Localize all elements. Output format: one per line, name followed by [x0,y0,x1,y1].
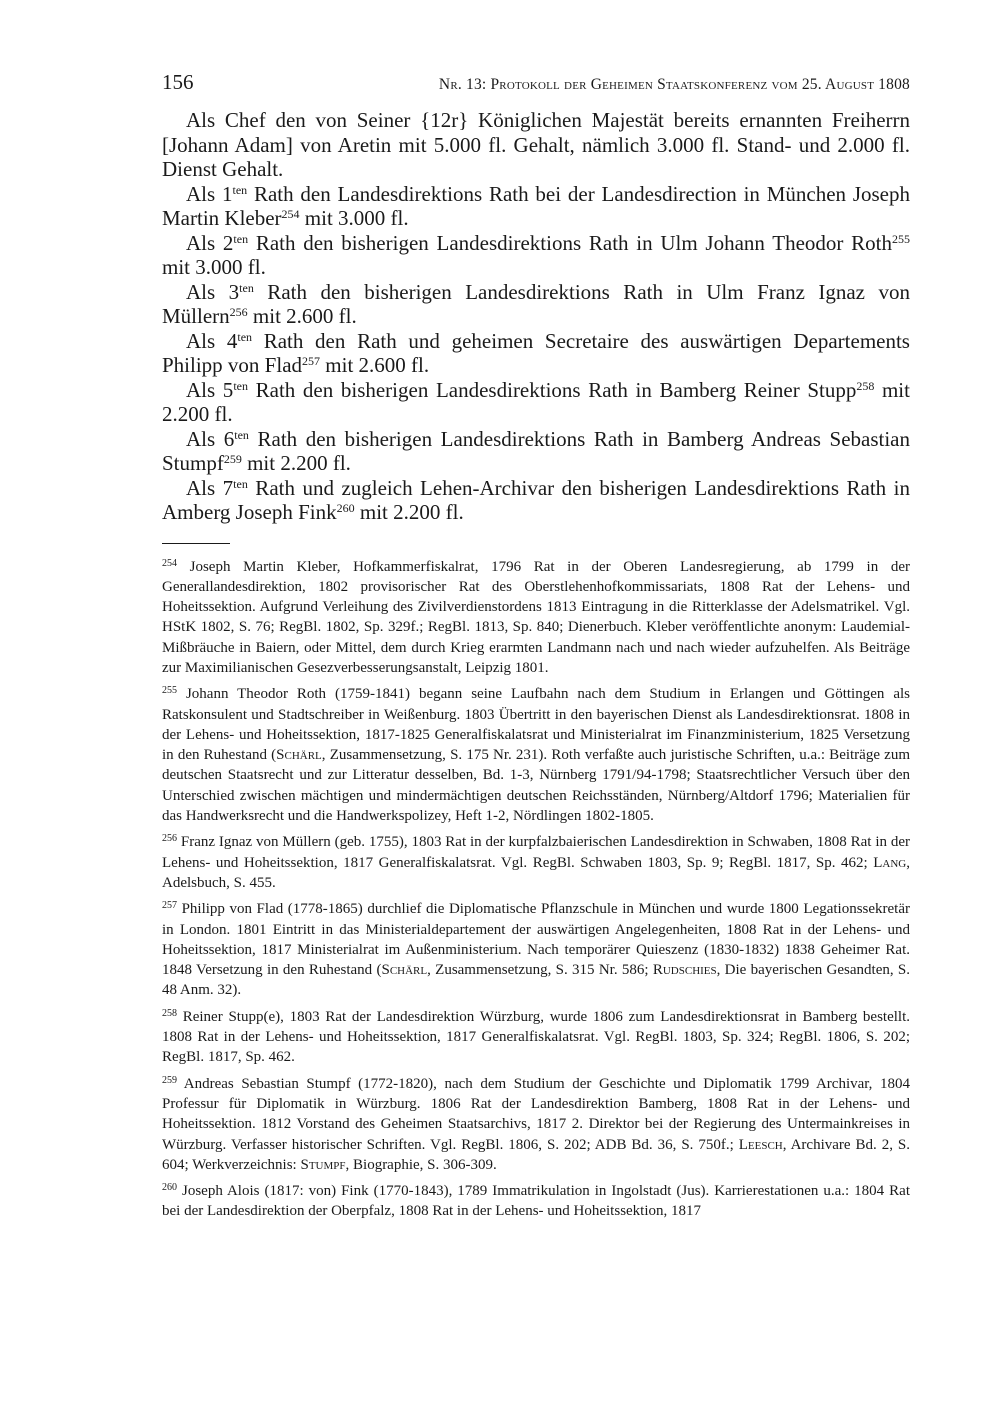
author-name: Rudschies [652,962,717,979]
text-run: Philipp von Flad (1778-1865) durchlief die Diplomatische Pflanzschule in München und wurde 1800 Legationssekretär in London. 1801 Eintritt in das Ministerialdepartement der auswärtigen Angelegenheiten, 1808 Rat in der Lehens- und Hoheitssektion, 1817 Ministerialrat im Außenministerium. Nach temporärer Quieszenz (1830-1832) 1838 Geheimer Rat. 1848 Versetzung in den Ruhestand ( [162,901,910,979]
text-run: mit 3.000 fl. [299,206,409,230]
author-name: Leesch [738,1136,783,1153]
text-run: mit 2.200 fl. [354,500,464,524]
superscript: 260 [336,501,355,515]
text-run: Als 5 [186,377,234,402]
page-header [162,70,910,108]
superscript: ten [233,231,249,246]
text-run: Rath den bisherigen Landesdirektions Rath in Bamberg Reiner Stupp [247,377,857,402]
author-name: Stumpf [300,1156,346,1173]
footnote [162,1007,910,1068]
body-paragraph [162,427,910,476]
text-run: Johann Theodor Roth (1759-1841) begann seine Laufbahn nach dem Studium in Erlangen und Göttingen als Ratskonsulent und Stadtschreiber in Weißenburg. 1803 Übertritt in den bayerischen Dienst als Landesdirektionsrat. 1808 in der Lehens- und Hoheitssektion, 1817-1825 Generalfiskalatsrat und Ministerialrat im Finanzministerium, 1825 Versetzung in den Ruhestand ( [162,686,910,764]
superscript: 256 [229,305,248,319]
text-run: Franz Ignaz von Müllern (geb. 1755), 1803 Rat in der kurpfalzbaierischen Landesdirektion in Schwaben, 1808 Rat in der Lehens- und Hoheitssektion, 1817 Generalfiskalatsrat. Vgl. RegBl. Schwaben 1803, Sp. 9; RegBl. 1817, Sp. 462; [162,834,910,871]
text-run: Als 7 [186,475,234,500]
text-run: Als 3 [186,279,240,304]
superscript: ten [237,329,253,344]
text-run: mit 3.000 fl. [162,255,266,279]
text-run: , Zusammensetzung, S. 175 Nr. 231). Roth verfaßte auch juristische Schriften, u.a.: Beiträge zum deutschen Staatsrecht und zur Litteratur desselben, Bd. 1-3, Nürnberg 1791/94-1798; Staatsrechtlicher Versuch über den Unterschied zwischen mächtigen und mindermächtigen deutschen Reichsständen, Nürnberg/Altdorf 1796; Materialien für das Handwerksrecht und die Handwerkspolizey, Heft 1-2, Nördlingen 1802-1805. [162,747,910,825]
footnote-number: 259 [162,1074,177,1086]
footnote-number: 256 [162,833,177,845]
text-run: Als 6 [186,426,235,451]
footnote-number: 255 [162,685,177,697]
footnote [162,557,910,679]
text-run: , Biographie, S. 306-309. [345,1156,497,1173]
text-run: , Die bayerischen Gesandten, S. 48 Anm. 32). [162,962,910,999]
footnote-number: 254 [162,557,177,569]
superscript: 254 [281,207,300,221]
footnote-number: 258 [162,1007,177,1019]
text-run: Als 1 [186,181,233,206]
text-run: , Zusammensetzung, S. 315 Nr. 586; [427,962,653,979]
text-run: Rath und zugleich Lehen-Archivar den bisherigen Landesdirektions Rath in Amberg Joseph Fink [162,475,910,524]
footnote-number: 260 [162,1182,177,1194]
footnote [162,832,910,893]
superscript: 258 [856,378,875,393]
body-paragraph [162,280,910,329]
superscript: 257 [302,354,321,368]
text-run: Rath den bisherigen Landesdirektions Rath in Ulm Franz Ignaz von Müllern [162,279,910,328]
author-name: Schärl [381,962,428,979]
main-text [162,108,910,525]
running-title: Nr. 13: Protokoll der Geheimen Staatskonferenz vom 25. August 1808 [438,76,910,93]
author-name: Lang [873,854,907,871]
body-paragraph [162,182,910,231]
body-paragraph [162,231,910,280]
body-paragraph [162,329,910,378]
superscript: ten [233,378,248,393]
footnotes-section [162,557,910,1222]
text-run: Rath den bisherigen Landesdirektions Rath in Ulm Johann Theodor Roth [248,230,892,255]
document-page [162,70,910,1228]
author-name: Schärl [276,747,322,764]
superscript: ten [239,280,254,295]
text-run: Andreas Sebastian Stumpf (1772-1820), nach dem Studium der Geschichte und Diplomatik 1799 Archivar, 1804 Professur für Diplomatik in Würzburg. 1806 Rat der Landesdirektion Bamberg, 1808 Rat in der Lehens- und Hoheitssektion. 1812 Vorstand des Geheimen Staatsarchivs, 1817 2. Direktor bei der Regierung des Untermainkreises in Würzburg. Verfasser historischer Schriften. Vgl. RegBl. 1806, S. 202; ADB Bd. 36, S. 750f.; [162,1075,910,1153]
text-run: Als 2 [186,230,234,255]
superscript: 255 [891,231,910,246]
body-paragraph [162,476,910,525]
superscript: ten [232,182,248,197]
footnote [162,899,910,1000]
text-run: mit 2.600 fl. [247,304,357,328]
text-run: Reiner Stupp(e), 1803 Rat der Landesdirektion Würzburg, wurde 1806 zum Landesdirektionsrat in Bamberg bestellt. 1808 Rat in der Lehens- und Hoheitssektion, 1817 Generalfiskalatsrat. Vgl. RegBl. 1803, Sp. 324; RegBl. 1806, S. 202; RegBl. 1817, Sp. 462. [162,1008,910,1066]
footnote [162,684,910,826]
text-run: mit 2.200 fl. [162,377,910,426]
text-run: Als Chef den von Seiner {12r} Königlichen Majestät bereits ernannten Freiherrn [Johann Adam] von Aretin mit 5.000 fl. Gehalt, nämlich 3.000 fl. Stand- und 2.000 fl. Dienst Gehalt. [162,108,910,181]
text-run: Rath den bisherigen Landesdirektions Rath in Bamberg Andreas Sebastian Stumpf [162,426,910,475]
page-number: 156 [162,70,194,94]
body-paragraph [162,378,910,427]
superscript: 259 [223,452,242,466]
text-run: Rath den Landesdirektions Rath bei der Landesdirection in München Joseph Martin Kleber [162,181,910,230]
text-run: Joseph Martin Kleber, Hofkammerfiskalrat, 1796 Rat in der Oberen Landesregierung, ab 1799 in der Generallandesdirektion, 1802 provisorischer Rat des Oberstlehenhofkommissariats, 1808 Rat der Lehens- und Hoheitssektion. Aufgrund Verleihung des Zivilverdienstordens 1813 Eintragung in die Ritterklasse der Adelsmatrikel. Vgl. HStK 1802, S. 76; RegBl. 1802, Sp. 329f.; RegBl. 1813, Sp. 840; Dienerbuch. Kleber veröffentlichte anonym: Laudemial-Mißbräuche in Baiern, oder Mittel, dem durch Krieg erarmten Landmann nach und nach wieder aufzuhelfen. Als Beiträge zur Maximilianischen Gesezverbesserungsanstalt, Leipzig 1801. [162,558,910,676]
superscript: ten [233,476,248,491]
text-run: Rath den Rath und geheimen Secretaire des auswärtigen Departements Philipp von Flad [162,328,910,377]
footnote-separator [162,543,230,544]
text-run: , Archivare Bd. 2, S. 604; Werkverzeichnis: [162,1136,910,1173]
footnote-number: 257 [162,900,177,912]
text-run: mit 2.200 fl. [241,451,351,475]
text-run: mit 2.600 fl. [320,353,430,377]
text-run: , Adelsbuch, S. 455. [162,854,910,891]
footnote [162,1181,910,1222]
text-run: Joseph Alois (1817: von) Fink (1770-1843), 1789 Immatrikulation in Ingolstadt (Jus). Karrierestationen u.a.: 1804 Rat bei der Landesdirektion der Oberpfalz, 1808 Rat in der Lehens- und Hoheitssektion, 1817 [162,1183,910,1220]
body-paragraph [162,108,910,182]
footnote [162,1074,910,1175]
text-run: Als 4 [186,328,238,353]
superscript: ten [234,427,249,442]
